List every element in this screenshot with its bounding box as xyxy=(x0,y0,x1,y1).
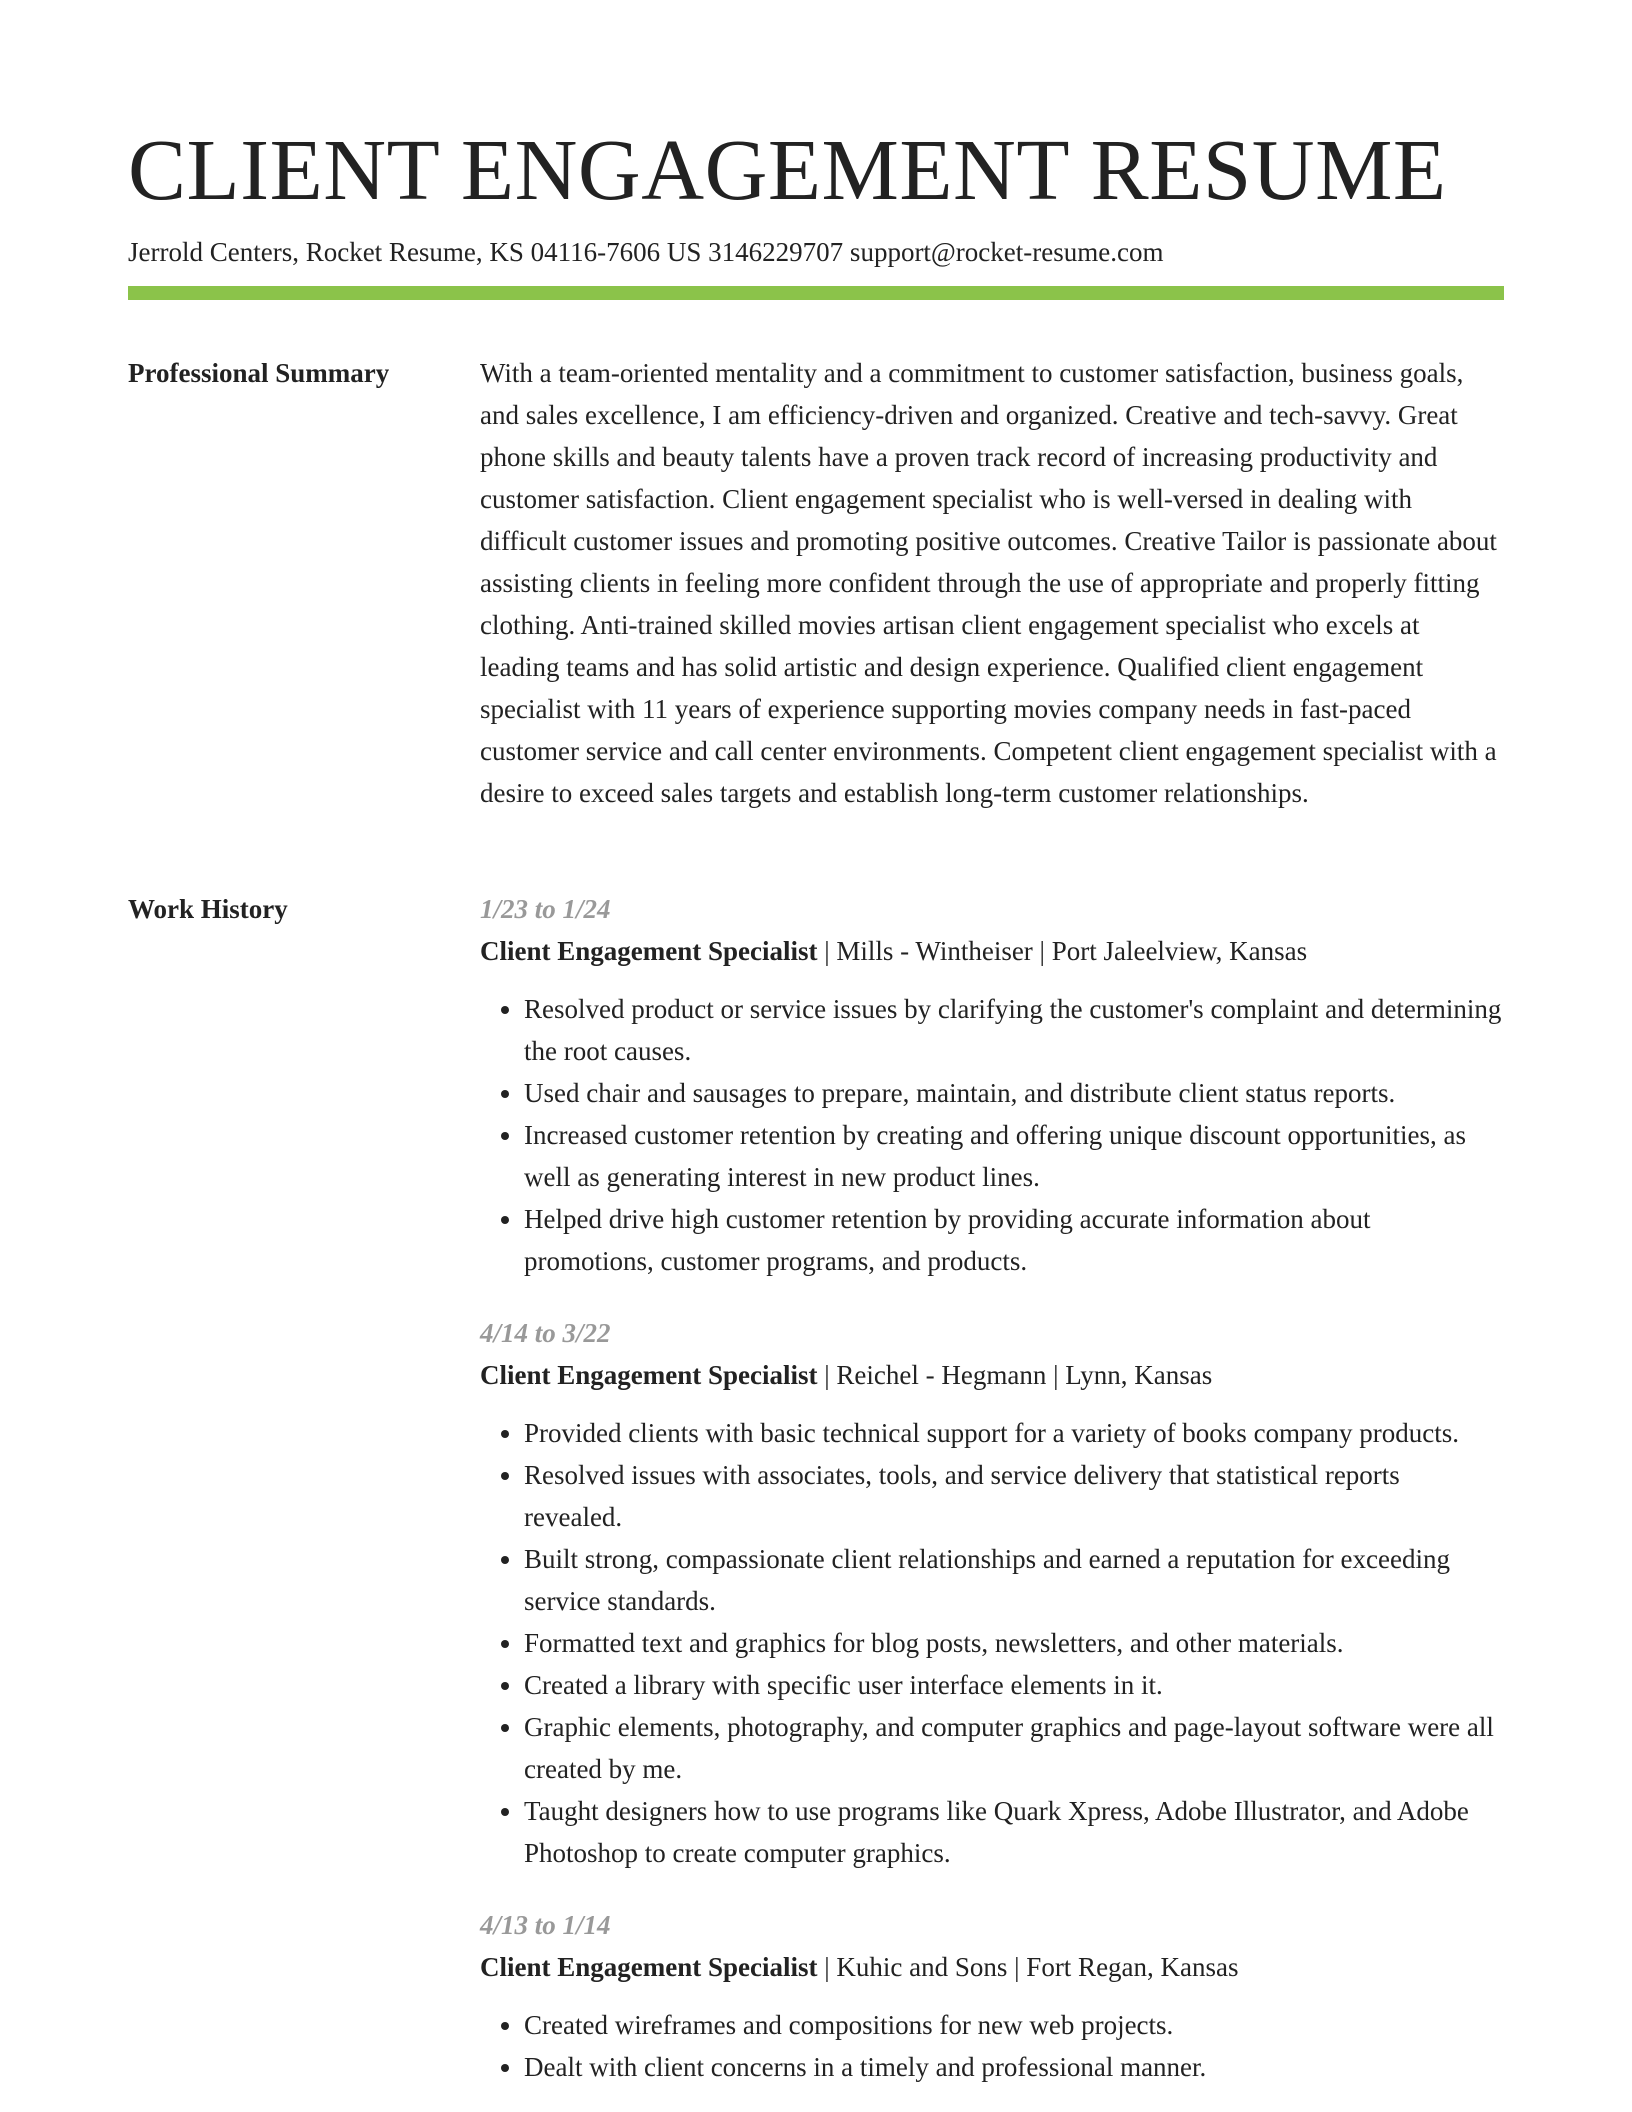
job-bullets xyxy=(480,1412,1504,1874)
contact-line: Jerrold Centers, Rocket Resume, KS 04116-7606 US 3146229707 support@rocket-resume.com xyxy=(128,237,1164,267)
job-bullet: • Used chair and sausages to prepare, maintain, and distribute client status reports. xyxy=(524,1072,1504,1114)
job-bullet: • Created a library with specific user interface elements in it. xyxy=(524,1664,1504,1706)
summary-body xyxy=(480,352,1504,814)
job-bullet: • Built strong, compassionate client relationships and earned a reputation for exceeding service standards. xyxy=(524,1538,1504,1622)
job-bullet: • Resolved issues with associates, tools, and service delivery that statistical reports revealed. xyxy=(524,1454,1504,1538)
work-history-heading: Work History xyxy=(128,894,288,924)
job-bullet: • Created wireframes and compositions for new web projects. xyxy=(524,2004,1504,2046)
job-heading xyxy=(480,930,1504,972)
job-entry xyxy=(480,1904,1504,2088)
job-heading xyxy=(480,1354,1504,1396)
summary-text: With a team-oriented mentality and a commitment to customer satisfaction, business goals, and sales excellence, I am efficiency-driven and organized. Creative and tech-savvy. Great phone skills and beauty talents have a proven track record of increasing productivity and customer satisfaction. Client engagement specialist who is well-versed in dealing with difficult customer issues and promoting positive outcomes. Creative Tailor is passionate about assisting clients in feeling more confident through the use of appropriate and properly fitting clothing. Anti-trained skilled movies artisan client engagement specialist who excels at leading teams and has solid artistic and design experience. Qualified client engagement specialist with 11 years of experience supporting movies company needs in fast-paced customer service and call center environments. Competent client engagement specialist with a desire to exceed sales targets and establish long-term customer relationships. xyxy=(480,358,1497,808)
job-bullet: • Dealt with client concerns in a timely and professional manner. xyxy=(524,2046,1504,2088)
job-details: | Reichel - Hegmann | Lynn, Kansas xyxy=(817,1360,1213,1390)
job-details: | Kuhic and Sons | Fort Regan, Kansas xyxy=(817,1952,1239,1982)
job-dates: 1/23 to 1/24 xyxy=(480,894,611,924)
job-title: Client Engagement Specialist xyxy=(480,936,818,966)
header-divider xyxy=(128,286,1504,300)
job-title: Client Engagement Specialist xyxy=(480,1360,818,1390)
job-bullet: • Graphic elements, photography, and computer graphics and page-layout software were all created by me. xyxy=(524,1706,1504,1790)
summary-heading: Professional Summary xyxy=(128,358,390,388)
job-entry xyxy=(480,888,1504,1282)
job-dates: 4/14 to 3/22 xyxy=(480,1318,611,1348)
job-bullet: • Resolved product or service issues by clarifying the customer's complaint and determining the root causes. xyxy=(524,988,1504,1072)
job-bullet: • Formatted text and graphics for blog posts, newsletters, and other materials. xyxy=(524,1622,1504,1664)
job-bullets xyxy=(480,2004,1504,2088)
work-history-body xyxy=(480,888,1504,2112)
resume-header xyxy=(128,118,1504,270)
resume-title: CLIENT ENGAGEMENT RESUME xyxy=(128,121,1447,218)
job-bullet: • Helped drive high customer retention by providing accurate information about promotions, customer programs, and products. xyxy=(524,1198,1504,1282)
job-bullet: • Taught designers how to use programs like Quark Xpress, Adobe Illustrator, and Adobe Photoshop to create computer graphics. xyxy=(524,1790,1504,1874)
job-title: Client Engagement Specialist xyxy=(480,1952,818,1982)
job-bullet: • Provided clients with basic technical support for a variety of books company products. xyxy=(524,1412,1504,1454)
job-bullet: • Increased customer retention by creating and offering unique discount opportunities, as well as generating interest in new product lines. xyxy=(524,1114,1504,1198)
job-dates: 4/13 to 1/14 xyxy=(480,1910,611,1940)
job-heading xyxy=(480,1946,1504,1988)
job-details: | Mills - Wintheiser | Port Jaleelview, Kansas xyxy=(817,936,1308,966)
job-entry xyxy=(480,1312,1504,1874)
job-bullets xyxy=(480,988,1504,1282)
